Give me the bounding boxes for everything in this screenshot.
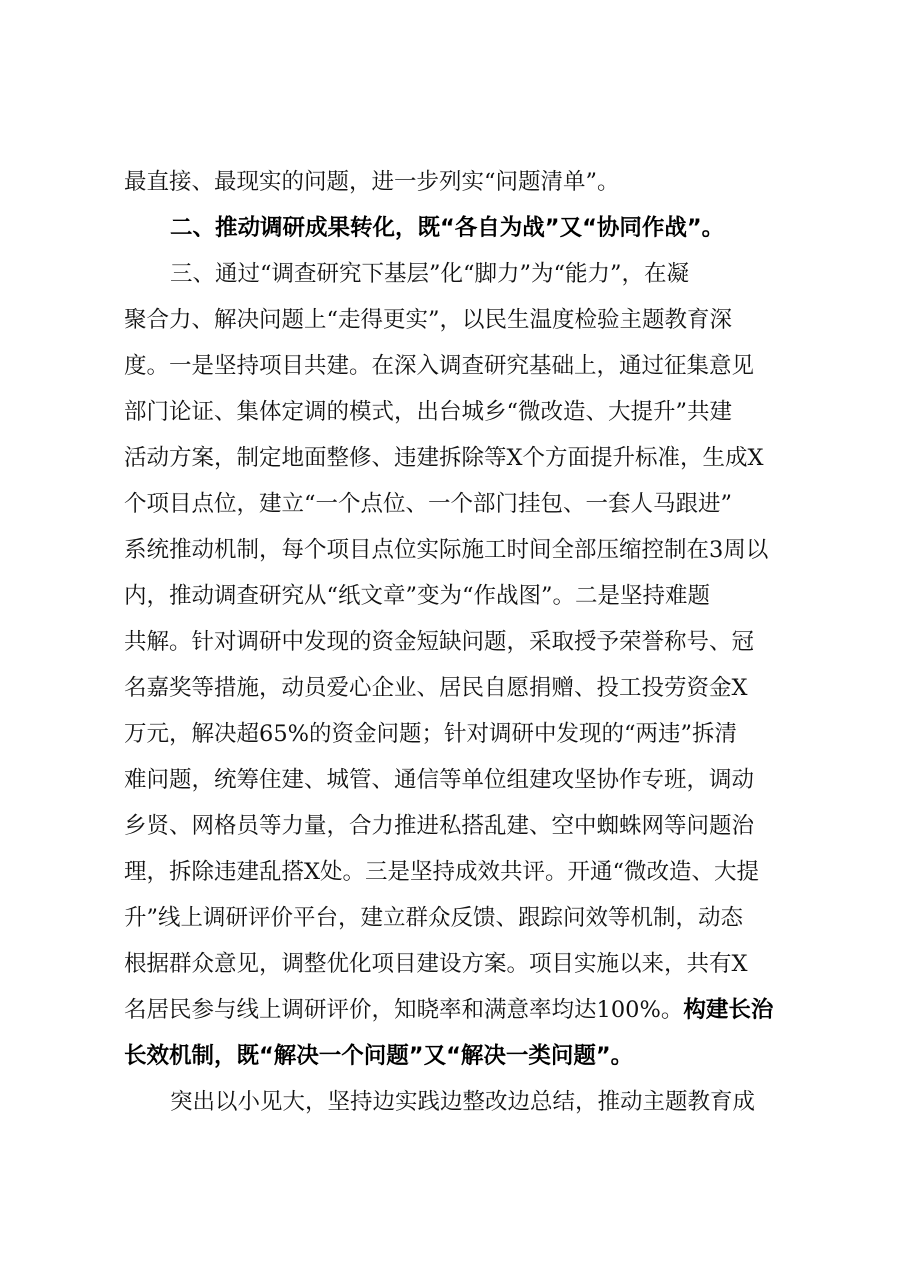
text-line: 万元，解决超65%的资金问题；针对调研中发现的“两违”拆清 [124,721,738,747]
text-line: 度。一是坚持项目共建。在深入调查研究基础上，通过征集意见 [124,353,755,379]
text-line: 部门论证、集体定调的模式，出台城乡“微改造、大提升”共建 [124,399,733,425]
text-line: 升”线上调研评价平台，建立群众反馈、跟踪问效等机制，动态 [124,905,744,931]
text-line: 个项目点位，建立“一个点位、一个部门挂包、一套人马跟进” [124,491,733,517]
section-heading-2: 二、推动调研成果转化，既“各自为战”又“协同作战”。 [170,215,725,241]
text-line: 三、通过“调查研究下基层”化“脚力”为“能力”，在凝 [170,261,690,287]
text-line-mixed [124,992,909,1028]
text-line: 理，拆除违建乱搭X处。三是坚持成效共评。开通“微改造、大提 [124,859,760,885]
text-segment: 名居民参与线上调研评价，知晓率和满意率均达100%。 [124,997,684,1023]
text-line: 聚合力、解决问题上“走得更实”，以民生温度检验主题教育深 [124,307,733,333]
text-line: 根据群众意见，调整优化项目建设方案。项目实施以来，共有X [124,951,748,977]
text-line: 活动方案，制定地面整修、违建拆除等X个方面提升标准，生成X [124,445,764,471]
text-line: 最直接、最现实的问题，进一步列实“问题清单”。 [124,169,620,195]
text-line: 名嘉奖等措施，动员爱心企业、居民自愿捐赠、投工投劳资金X [124,675,748,701]
text-line: 难问题，统筹住建、城管、通信等单位组建攻坚协作专班，调动 [124,767,755,793]
bold-text-segment: 构建长治 [683,997,774,1023]
text-line: 内，推动调查研究从“纸文章”变为“作战图”。二是坚持难题 [124,583,711,609]
text-line: 共解。针对调研中发现的资金短缺问题，采取授予荣誉称号、冠 [124,629,755,655]
bold-text-line: 长效机制，既“解决一个问题”又“解决一类问题”。 [124,1043,634,1069]
text-line: 系统推动机制，每个项目点位实际施工时间全部压缩控制在3周以 [124,537,769,563]
text-line: 突出以小见大，坚持边实践边整改边总结，推动主题教育成 [170,1089,756,1115]
text-line: 乡贤、网格员等力量，合力推进私搭乱建、空中蜘蛛网等问题治 [124,813,755,839]
